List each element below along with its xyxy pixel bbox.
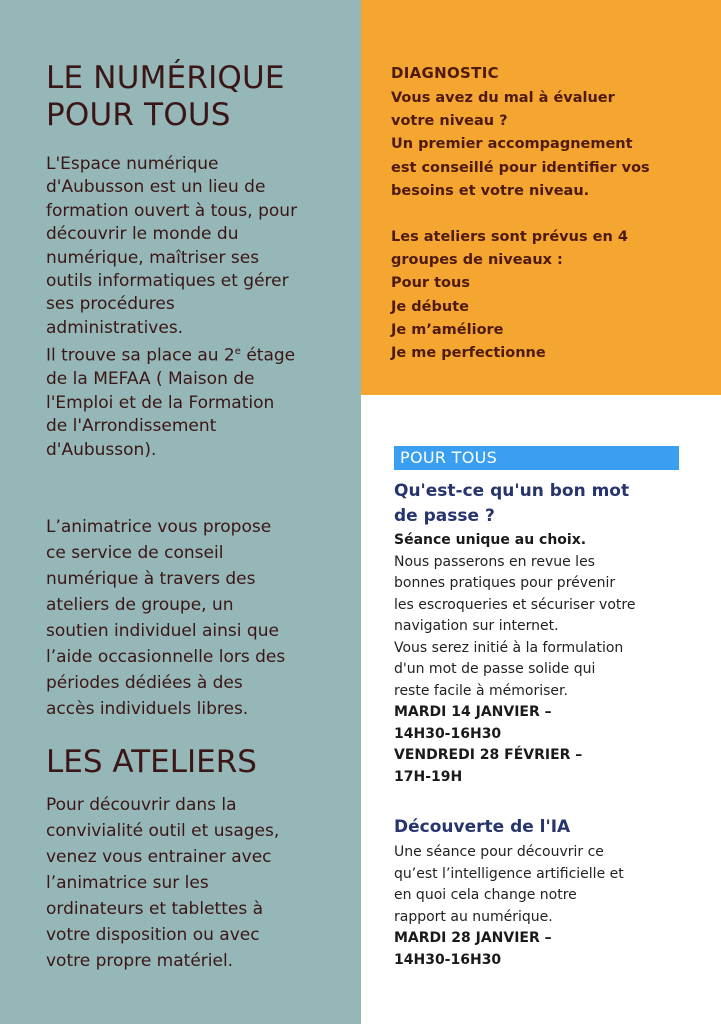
- session-2-date: MARDI 28 JANVIER –: [394, 930, 552, 946]
- intro-line: découvrir le monde du: [46, 224, 239, 245]
- session-1-line: bonnes pratiques pour prévenir: [394, 575, 616, 591]
- diagnostic-line: Un premier accompagnement: [391, 136, 633, 153]
- spacer: [391, 203, 706, 226]
- service-line: ateliers de groupe, un: [46, 595, 234, 615]
- service-line: soutien individuel ainsi que: [46, 621, 279, 641]
- session-2-time: 14H30-16H30: [394, 951, 502, 968]
- intro-paragraph: [46, 153, 351, 462]
- title-line-1: LE NUMÉRIQUE: [46, 60, 285, 96]
- session-1-date: VENDREDI 28 FÉVRIER –: [394, 747, 583, 763]
- levels-line: Les ateliers sont prévus en 4: [391, 229, 628, 246]
- session-1-body: [394, 530, 684, 788]
- intro-line: numérique, maîtriser ses: [46, 247, 260, 268]
- ateliers-line: votre disposition ou avec: [46, 925, 260, 945]
- session-1-line: navigation sur internet.: [394, 618, 559, 634]
- session-2-body: [394, 842, 684, 971]
- ateliers-line: Pour découvrir dans la: [46, 795, 237, 815]
- sessions-panel: [361, 395, 721, 1024]
- levels-line: groupes de niveaux :: [391, 252, 563, 269]
- level-item: Je m’améliore: [391, 321, 504, 338]
- service-line: l’aide occasionnelle lors des: [46, 647, 286, 667]
- level-item: Je me perfectionne: [391, 345, 546, 362]
- ateliers-paragraph: [46, 792, 351, 974]
- diagnostic-line: est conseillé pour identifier vos: [391, 159, 650, 176]
- ateliers-line: venez vous entrainer avec: [46, 847, 272, 867]
- diagnostic-line: Vous avez du mal à évaluer: [391, 90, 615, 106]
- session-1-line: Vous serez initié à la formulation: [394, 639, 624, 656]
- session-1-title-line: Qu'est-ce qu'un bon mot: [394, 481, 630, 501]
- title-line-2: POUR TOUS: [46, 97, 231, 133]
- floor-superscript: e: [234, 346, 241, 358]
- intro-line: outils informatiques et gérer: [46, 271, 289, 292]
- session-1-date: MARDI 14 JANVIER –: [394, 704, 552, 720]
- service-paragraph: [46, 514, 351, 722]
- session-2-line: rapport au numérique.: [394, 908, 553, 925]
- diagnostic-title: DIAGNOSTIC: [391, 64, 499, 82]
- diagnostic-body: [391, 87, 706, 365]
- session-2-line: Une séance pour découvrir ce: [394, 844, 604, 860]
- session-1-line: d'un mot de passe solide qui: [394, 661, 596, 677]
- diagnostic-panel: [361, 0, 721, 395]
- service-line: ce service de conseil: [46, 543, 224, 563]
- ateliers-line: convivialité outil et usages,: [46, 821, 280, 841]
- session-1-subtitle: Séance unique au choix.: [394, 532, 587, 548]
- intro-line: L'Espace numérique: [46, 154, 219, 174]
- session-1-time: 14H30-16H30: [394, 725, 502, 742]
- ateliers-line: l’animatrice sur les: [46, 873, 209, 893]
- session-2-line: en quoi cela change notre: [394, 887, 577, 903]
- service-line: périodes dédiées à des: [46, 673, 243, 693]
- session-1-line: les escroqueries et sécuriser votre: [394, 596, 636, 613]
- session-1-line: Nous passerons en revue les: [394, 553, 595, 570]
- session-2-line: qu’est l’intelligence artificielle et: [394, 865, 624, 882]
- intro-line: l'Emploi et de la Formation: [46, 392, 275, 413]
- service-line: L’animatrice vous propose: [46, 517, 272, 537]
- ateliers-heading: LES ATELIERS: [46, 744, 257, 780]
- intro-line: ses procédures: [46, 294, 175, 315]
- intro-line: Il trouve sa place au 2: [46, 345, 235, 366]
- level-item: Pour tous: [391, 275, 470, 292]
- session-1-title-line: de passe ?: [394, 506, 495, 526]
- level-item: Je débute: [391, 298, 469, 315]
- page-title: [46, 60, 346, 134]
- diagnostic-line: votre niveau ?: [391, 113, 508, 130]
- service-line: accès individuels libres.: [46, 699, 249, 719]
- session-2-title: Découverte de l'IA: [394, 817, 571, 837]
- service-line: numérique à travers des: [46, 569, 256, 589]
- ateliers-line: ordinateurs et tablettes à: [46, 899, 263, 919]
- ateliers-line: votre propre matériel.: [46, 951, 234, 971]
- intro-line: d'Aubusson).: [46, 439, 157, 460]
- intro-line: administratives.: [46, 317, 184, 338]
- intro-line: d'Aubusson est un lieu de: [46, 177, 266, 198]
- intro-line: formation ouvert à tous, pour: [46, 200, 298, 221]
- session-1-title: [394, 479, 694, 529]
- session-1-time: 17H-19H: [394, 768, 463, 785]
- pour-tous-banner: POUR TOUS: [394, 446, 679, 470]
- floor-word: étage: [246, 345, 296, 366]
- intro-line: de la MEFAA ( Maison de: [46, 369, 255, 390]
- intro-line: de l'Arrondissement: [46, 416, 217, 437]
- session-1-line: reste facile à mémoriser.: [394, 682, 568, 699]
- diagnostic-line: besoins et votre niveau.: [391, 182, 590, 199]
